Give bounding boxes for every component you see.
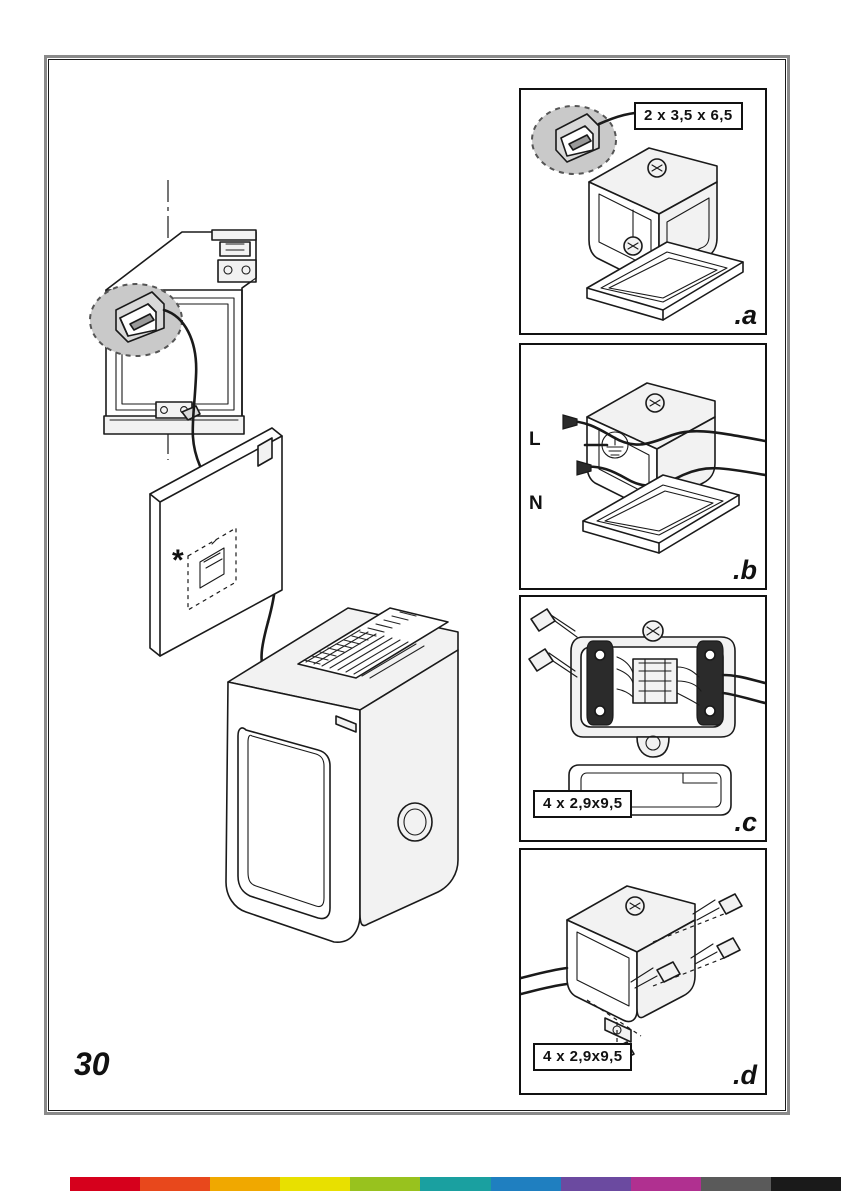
panel-c-spec: 4 x 2,9x9,5 xyxy=(533,790,632,818)
color-calibration-bar xyxy=(0,1177,841,1191)
mounting-plate-icon xyxy=(90,230,256,434)
color-swatch xyxy=(701,1177,771,1191)
panel-b-label: .b xyxy=(733,555,757,585)
panel-d-spec: 4 x 2,9x9,5 xyxy=(533,1043,632,1071)
color-swatch xyxy=(0,1177,70,1191)
detail-bubble-icon xyxy=(532,106,616,174)
screw-icon xyxy=(529,609,577,677)
wire-label-l: L xyxy=(529,429,541,450)
color-swatch xyxy=(140,1177,210,1191)
color-swatch xyxy=(280,1177,350,1191)
panel-d xyxy=(519,848,767,1095)
wire-label-n: N xyxy=(529,493,543,514)
panel-d-label: .d xyxy=(733,1060,757,1090)
cover-panel-icon xyxy=(150,428,282,656)
color-swatch xyxy=(210,1177,280,1191)
panel-a-spec: 2 x 3,5 x 6,5 xyxy=(634,102,743,130)
panel-c-label: .c xyxy=(734,807,757,837)
junction-box-open-icon xyxy=(571,621,765,757)
panel-a xyxy=(519,88,767,335)
panel-b xyxy=(519,343,767,590)
exploded-installation-view xyxy=(60,170,530,1030)
panel-c xyxy=(519,595,767,842)
terminal-block-icon xyxy=(633,659,677,703)
color-swatch xyxy=(70,1177,140,1191)
color-swatch xyxy=(561,1177,631,1191)
color-swatch xyxy=(771,1177,841,1191)
panel-a-label: .a xyxy=(734,300,757,330)
color-swatch xyxy=(631,1177,701,1191)
color-swatch xyxy=(350,1177,420,1191)
star-marker: * xyxy=(172,544,184,577)
page-number: 30 xyxy=(74,1046,110,1082)
color-swatch xyxy=(491,1177,561,1191)
junction-box-closed-icon xyxy=(521,886,729,1058)
color-swatch xyxy=(420,1177,490,1191)
